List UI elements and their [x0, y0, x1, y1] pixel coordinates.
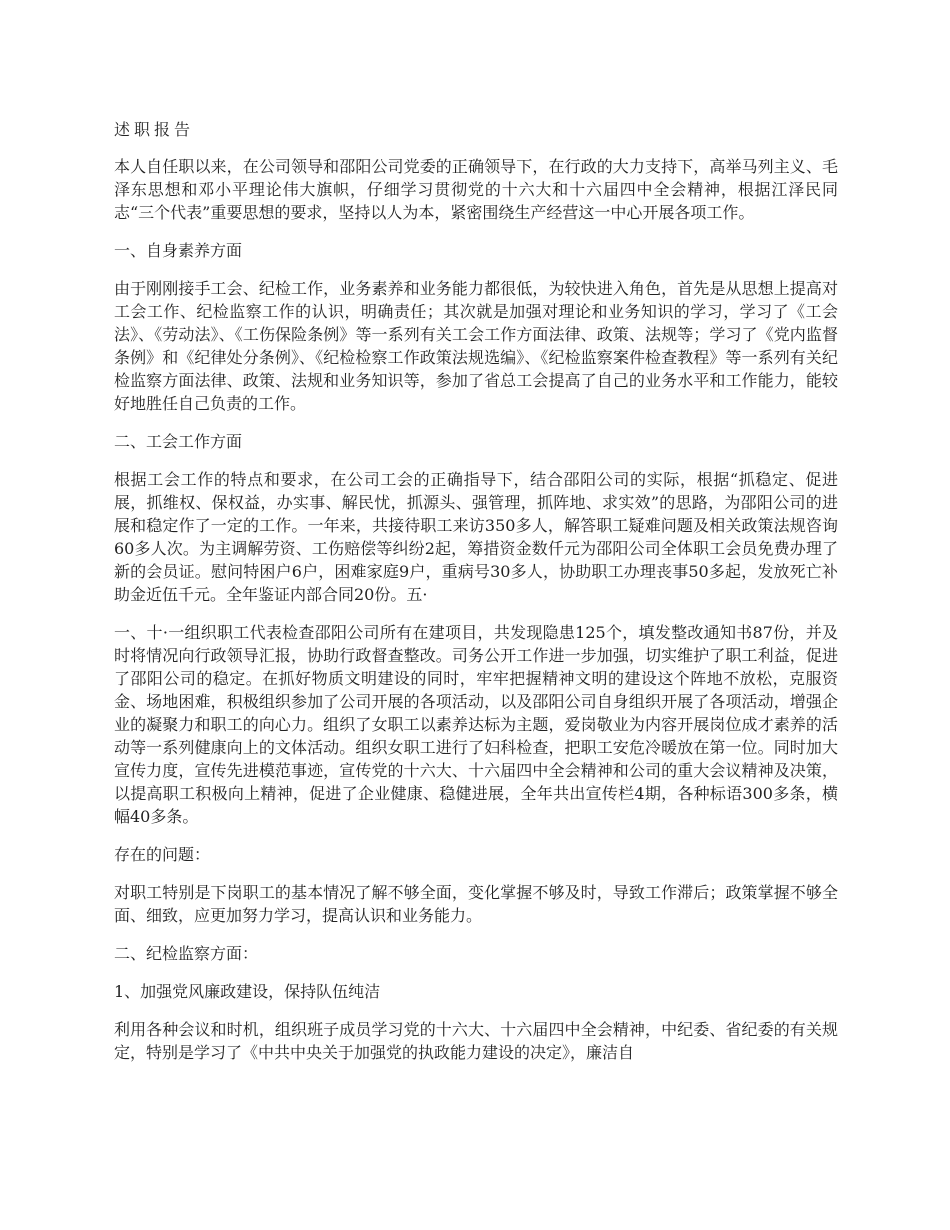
intro-paragraph: 本人自任职以来，在公司领导和邵阳公司党委的正确领导下，在行政的大力支持下，高举马列主义、毛泽东思想和邓小平理论伟大旗帜，仔细学习贯彻党的十六大和十六届四中全会精神，根据江泽民同志“三个代表”重要思想的要求，坚持以人为本，紧密围绕生产经营这一中心开展各项工作。 [114, 157, 838, 222]
self-quality-paragraph: 由于刚刚接手工会、纪检工作，业务素养和业务能力都很低，为较快进入角色，首先是从思想上提高对工会工作、纪检监察工作的认识，明确责任；其次就是加强对理论和业务知识的学习，学习了《工会法》、《劳动法》、《工伤保险条例》等一系列有关工会工作方面法律、政策、法规等；学习了《党内监督条例》和《纪律处分条例》、《纪检检察工作政策法规选编》、《纪检监察案件检查教程》等一系列有关纪检监察方面法律、政策、法规和业务知识等，参加了省总工会提高了自己的业务水平和工作能力，能较好地胜任自己负责的工作。 [114, 279, 838, 413]
section-heading-self-quality: 一、自身素养方面 [114, 241, 243, 260]
problems-heading: 存在的问题： [114, 845, 211, 864]
subheading-party-integrity: 1、加强党风廉政建设，保持队伍纯洁 [114, 982, 381, 1001]
document-page [114, 118, 838, 1079]
inspection-paragraph: 一、十·一组织职工代表检查邵阳公司所有在建项目，共发现隐患125个，填发整改通知书87份，并及时将情况向行政领导汇报，协助行政督查整改。司务公开工作进一步加强，切实维护了职工利益，促进了邵阳公司的稳定。在抓好物质文明建设的同时，牢牢把握精神文明的建设这个阵地不放松，克服资金、场地困难，积极组织参加了公司开展的各项活动，以及邵阳公司自身组织开展了各项活动，增强企业的凝聚力和职工的向心力。组织了女职工以素养达标为主题，爱岗敬业为内容开展岗位成才素养的活动等一系列健康向上的文体活动。组织女职工进行了妇科检查，把职工安危冷暖放在第一位。同时加大宣传力度，宣传先进模范事迹，宣传党的十六大、十六届四中全会精神和公司的重大会议精神及决策，以提高职工积极向上精神，促进了企业健康、稳健进展，全年共出宣传栏4期，各种标语300多条，横幅40多条。 [114, 623, 838, 826]
problems-paragraph: 对职工特别是下岗职工的基本情况了解不够全面，变化掌握不够及时，导致工作滞后；政策掌握不够全面、细致，应更加努力学习，提高认识和业务能力。 [114, 883, 838, 925]
document-title: 述职报告 [114, 120, 195, 139]
union-work-paragraph: 根据工会工作的特点和要求，在公司工会的正确指导下，结合邵阳公司的实际，根据“抓稳定、促进展，抓维权、保权益，办实事、解民忧，抓源头、强管理，抓阵地、求实效”的思路，为邵阳公司的进展和稳定作了一定的工作。一年来，共接待职工来访350多人，解答职工疑难问题及相关政策法规咨询60多人次。为主调解劳资、工伤赔偿等纠纷2起，筹措资金数仟元为邵阳公司全体职工会员免费办理了新的会员证。慰问特困户6户，困难家庭9户，重病号30多人，协助职工办理丧事50多起，发放死亡补助金近伍千元。全年鉴证内部合同20份。五· [114, 470, 838, 604]
section-heading-union-work: 二、工会工作方面 [114, 432, 243, 451]
section-heading-discipline: 二、纪检监察方面： [114, 944, 259, 963]
party-integrity-paragraph: 利用各种会议和时机，组织班子成员学习党的十六大、十六届四中全会精神，中纪委、省纪委的有关规定，特别是学习了《中共中央关于加强党的执政能力建设的决定》，廉洁自 [114, 1020, 838, 1062]
